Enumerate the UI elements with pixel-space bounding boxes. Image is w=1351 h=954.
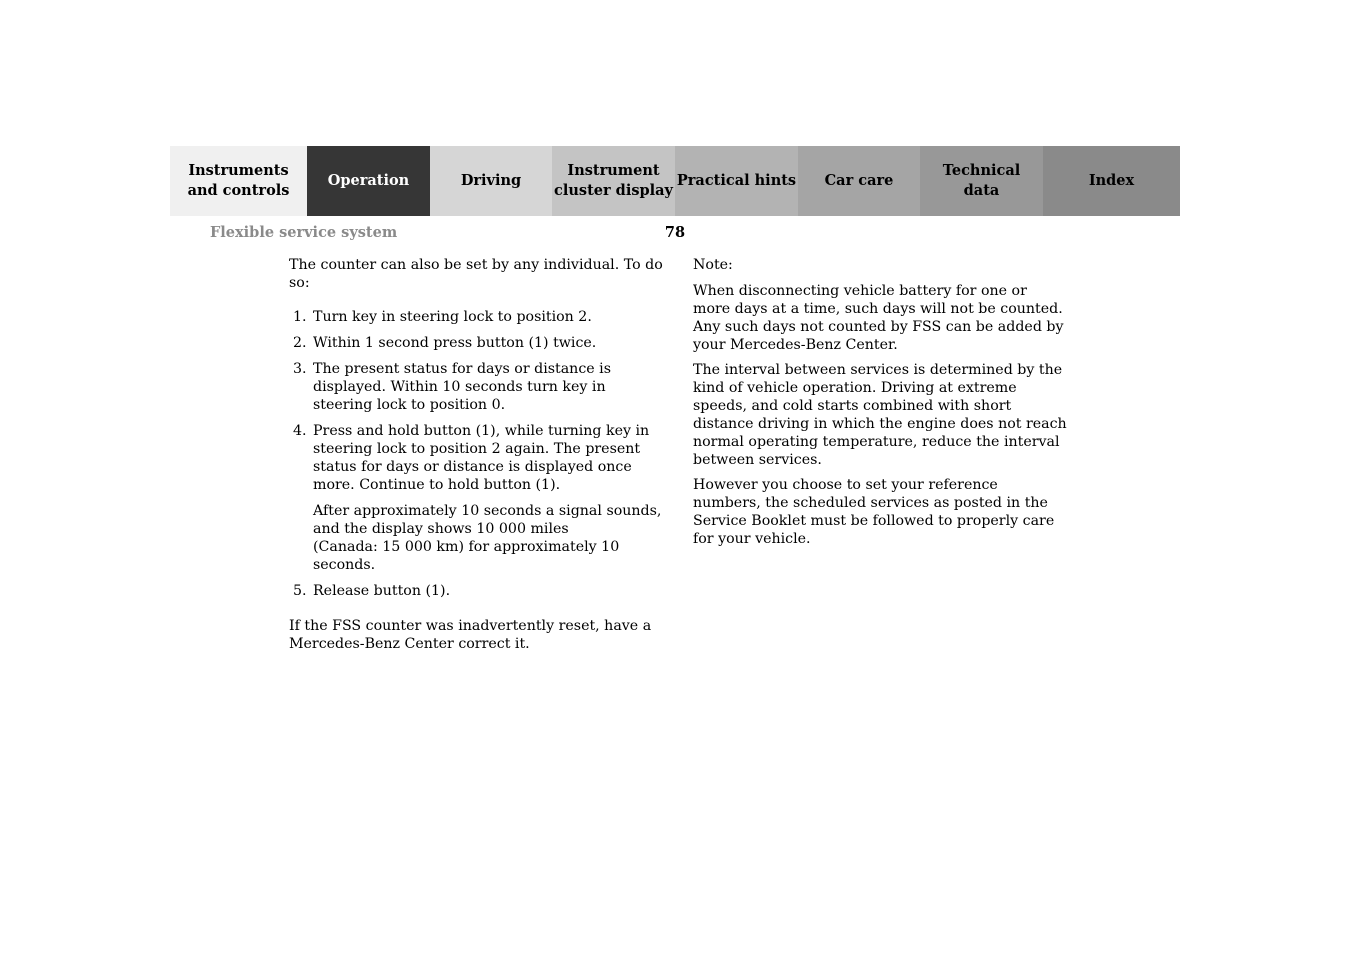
step-text: Turn key in steering lock to position 2.	[313, 309, 592, 325]
step-text: Within 1 second press button (1) twice.	[313, 335, 597, 351]
tab-label: Instruments and controls	[187, 162, 290, 199]
list-item	[289, 422, 669, 574]
tab-index[interactable]	[1043, 146, 1180, 216]
step-number: 2.	[293, 335, 307, 351]
tab-car-care[interactable]	[798, 146, 920, 216]
step-text: The present status for days or distance is displayed. Within 10 seconds turn key in steering lock to position 0.	[313, 361, 611, 413]
note-paragraph: However you choose to set your reference numbers, the scheduled services as posted in the Service Booklet must be followed to properly care for your vehicle.	[693, 477, 1055, 547]
list-item	[289, 334, 669, 352]
tab-practical-hints[interactable]	[675, 146, 798, 216]
tab-instrument-cluster-display[interactable]	[552, 146, 675, 216]
tab-label: Technical data	[942, 162, 1021, 199]
page-number: 78	[664, 224, 686, 241]
closing-paragraph: If the FSS counter was inadvertently reset, have a Mercedes-Benz Center correct it.	[289, 618, 652, 652]
step-text: Release button (1).	[313, 583, 451, 599]
section-title: Flexible service system	[210, 224, 398, 241]
tab-label: Instrument cluster display	[554, 162, 673, 199]
step-number: 5.	[293, 583, 307, 599]
list-item	[289, 308, 669, 326]
left-column	[289, 256, 669, 653]
tab-label: Driving	[460, 172, 522, 189]
note-paragraph: The interval between services is determined by the kind of vehicle operation. Driving at extreme speeds, and cold starts combined with short distance driving in which the engine does not reach normal operating temperature, reduce the interval between services.	[693, 362, 1067, 468]
list-item	[289, 360, 669, 414]
step-number: 3.	[293, 361, 307, 377]
list-item	[289, 582, 669, 600]
note-label: Note:	[693, 257, 733, 273]
step-text: Press and hold button (1), while turning key in steering lock to position 2 again. The present status for days or distance is displayed once more. Continue to hold button (1).	[313, 423, 650, 493]
tab-label: Practical hints	[676, 172, 797, 189]
step-number: 4.	[293, 423, 307, 439]
chapter-tabs	[170, 146, 1180, 216]
step-number: 1.	[293, 309, 307, 325]
tab-label: Operation	[327, 172, 410, 189]
step-extra-text: After approximately 10 seconds a signal sounds, and the display shows 10 000 miles (Canada: 15 000 km) for approximately 10 seconds.	[313, 503, 662, 573]
tab-instruments-and-controls[interactable]	[170, 146, 307, 216]
note-paragraph: When disconnecting vehicle battery for one or more days at a time, such days will not be counted. Any such days not counted by FSS can be added by your Mercedes-Benz Center.	[693, 283, 1064, 353]
tab-technical-data[interactable]	[920, 146, 1043, 216]
tab-driving[interactable]	[430, 146, 552, 216]
tab-operation[interactable]	[307, 146, 430, 216]
right-column	[693, 256, 1068, 555]
intro-paragraph: The counter can also be set by any individual. To do so:	[289, 257, 663, 291]
tab-label: Index	[1088, 172, 1135, 189]
tab-label: Car care	[824, 172, 894, 189]
